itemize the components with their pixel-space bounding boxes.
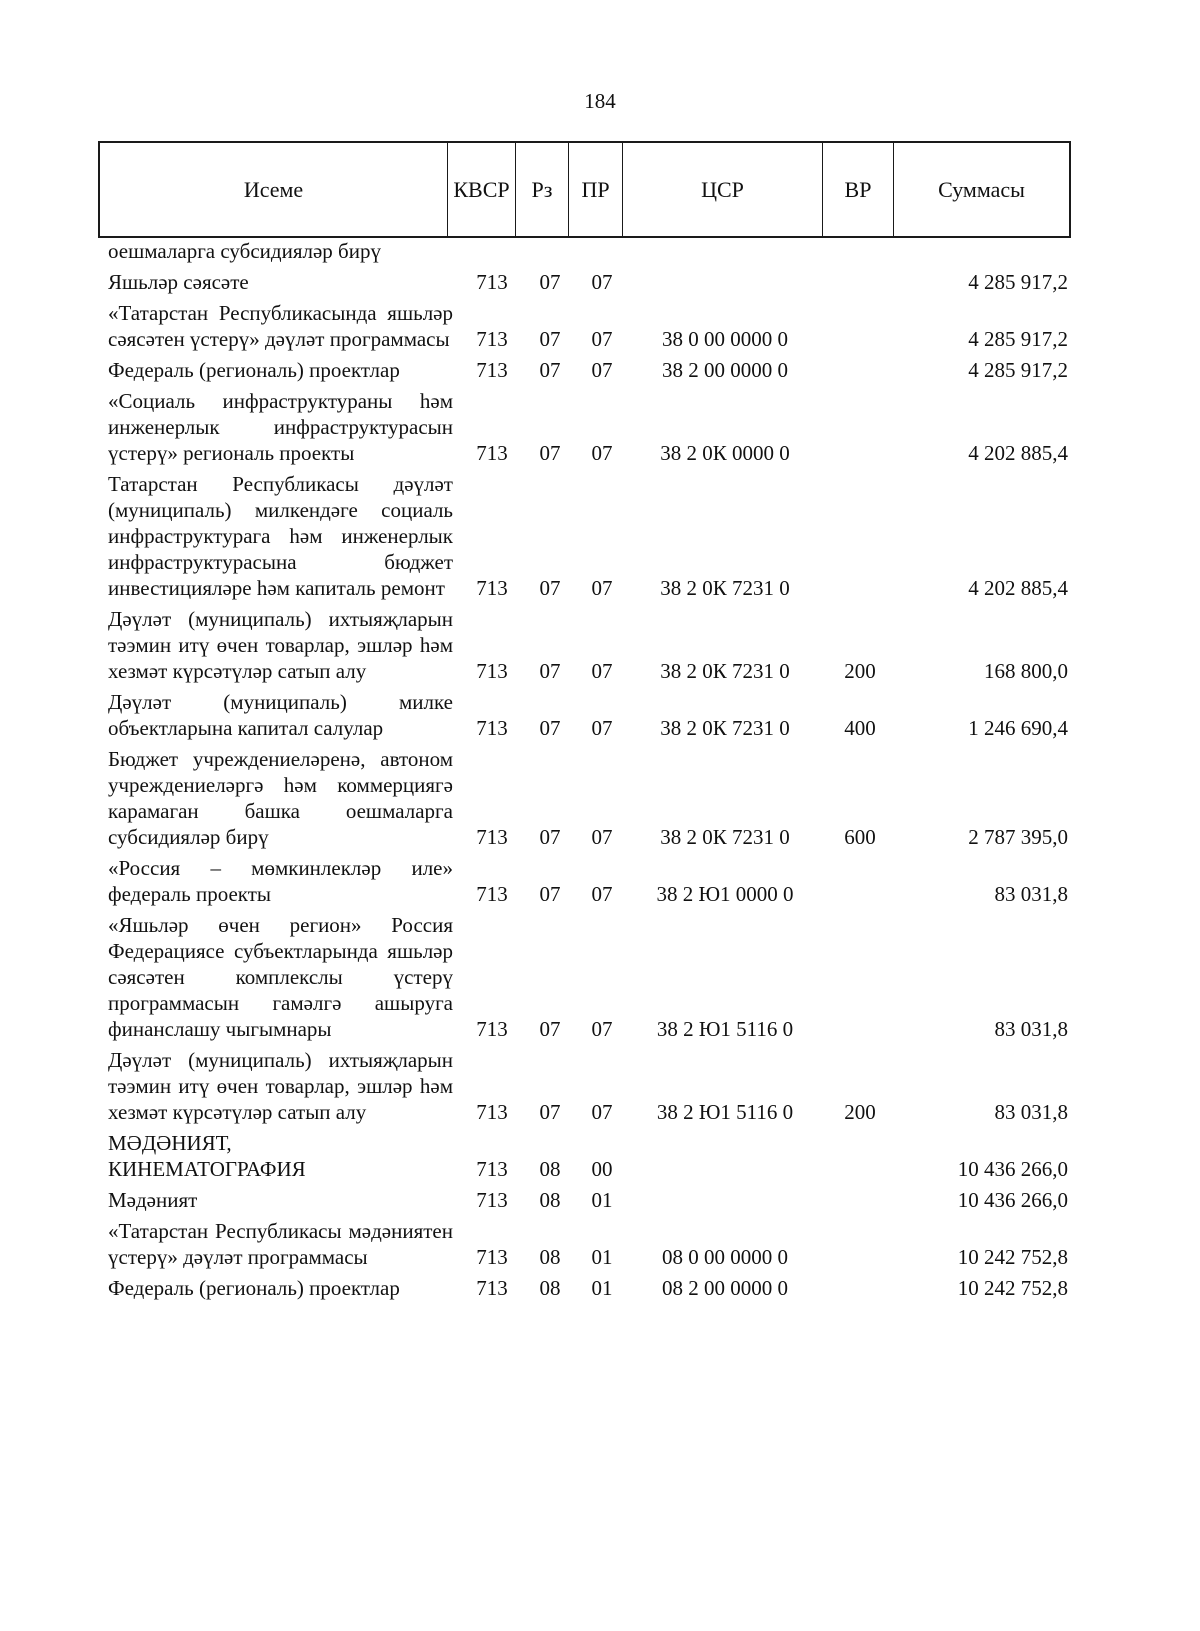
- row-csr: 38 0 00 0000 0: [662, 327, 788, 351]
- row-name: Дәүләт (муниципаль) ихтыяҗларын тәэмин итү өчен товарлар, эшләр һәм хезмәт күрсәтүләр сатып алу: [108, 607, 453, 683]
- row-rz: 08: [539, 1188, 561, 1212]
- row-rz: 07: [539, 441, 561, 465]
- row-name: Дәүләт (муниципаль) ихтыяҗларын тәэмин итү өчен товарлар, эшләр һәм хезмәт күрсәтүләр сатып алу: [108, 1048, 453, 1124]
- row-vr: 400: [844, 716, 876, 740]
- table-row: [0, 238, 1200, 269]
- row-vr: [832, 326, 888, 352]
- table-row: [0, 689, 1200, 746]
- row-pr: 07: [591, 716, 613, 740]
- row-kvsr: 713: [476, 1188, 508, 1212]
- row-csr: 38 2 0К 7231 0: [660, 825, 790, 849]
- row-csr: 08 2 00 0000 0: [662, 1276, 788, 1300]
- row-vr: 200: [844, 1100, 876, 1124]
- row-rz: 07: [539, 825, 561, 849]
- row-rz: 07: [539, 270, 561, 294]
- row-rz: 07: [539, 358, 561, 382]
- row-pr: 07: [591, 1100, 613, 1124]
- row-name: «Социаль инфраструктураны һәм инженерлык инфраструктурасын үстерү» региональ проекты: [108, 389, 453, 465]
- row-pr: 00: [591, 1157, 613, 1181]
- row-csr: [630, 269, 820, 295]
- row-name: Бюджет учреждениеләренә, автоном учреждениеләргә һәм коммерциягә карамаган башка оешмаларга субсидияләр бирү: [108, 747, 453, 849]
- row-name: Федераль (региональ) проектлар: [108, 358, 400, 382]
- row-pr: 07: [591, 441, 613, 465]
- table-row: [0, 855, 1200, 912]
- row-kvsr: 713: [476, 327, 508, 351]
- row-kvsr: 713: [476, 358, 508, 382]
- row-rz: 08: [539, 1245, 561, 1269]
- table-row: [0, 471, 1200, 606]
- row-kvsr: 713: [476, 882, 508, 906]
- row-name: Мәдәният: [108, 1188, 198, 1212]
- table-row: [0, 357, 1200, 388]
- table-row: [0, 1130, 1200, 1187]
- row-pr: 01: [591, 1188, 613, 1212]
- row-sum: 4 285 917,2: [968, 358, 1068, 382]
- row-vr: [832, 440, 888, 466]
- row-vr: [832, 575, 888, 601]
- row-csr: 38 2 00 0000 0: [662, 358, 788, 382]
- row-pr: [580, 238, 624, 264]
- row-kvsr: 713: [476, 825, 508, 849]
- row-kvsr: 713: [476, 576, 508, 600]
- row-kvsr: 713: [476, 270, 508, 294]
- row-csr: [630, 238, 820, 264]
- table-row: [0, 300, 1200, 357]
- row-csr: 38 2 Ю1 0000 0: [656, 882, 794, 906]
- row-vr: [832, 1016, 888, 1042]
- column-header-csr: ЦСР: [622, 143, 822, 236]
- row-sum: 10 436 266,0: [957, 1188, 1068, 1212]
- row-name: «Татарстан Республикасы мәдәниятен үстерү» дәүләт программасы: [108, 1219, 453, 1269]
- row-vr: [832, 1156, 888, 1182]
- row-sum: 2 787 395,0: [968, 825, 1068, 849]
- row-csr: 38 2 0К 7231 0: [660, 659, 790, 683]
- row-vr: 600: [844, 825, 876, 849]
- column-header-rz: Рз: [515, 143, 568, 236]
- row-name: «Россия – мөмкинлекләр иле» федераль проекты: [108, 856, 453, 906]
- row-csr: 38 2 Ю1 5116 0: [656, 1100, 794, 1124]
- row-csr: 38 2 0К 7231 0: [660, 576, 790, 600]
- row-vr: [832, 1187, 888, 1213]
- row-csr: [630, 1187, 820, 1213]
- row-sum: 83 031,8: [994, 882, 1068, 906]
- row-sum: 10 436 266,0: [957, 1157, 1068, 1181]
- row-rz: [528, 238, 572, 264]
- row-rz: 08: [539, 1157, 561, 1181]
- row-rz: 07: [539, 659, 561, 683]
- row-name: Дәүләт (муниципаль) милке объектларына капитал салулар: [108, 690, 453, 740]
- table-row: [0, 912, 1200, 1047]
- row-pr: 07: [591, 659, 613, 683]
- row-sum: 83 031,8: [994, 1100, 1068, 1124]
- row-csr: [630, 1156, 820, 1182]
- row-kvsr: 713: [476, 1017, 508, 1041]
- row-name: МӘДӘНИЯТ, КИНЕМАТОГРАФИЯ: [108, 1131, 306, 1181]
- column-header-name: Исеме: [243, 176, 304, 202]
- row-pr: 07: [591, 882, 613, 906]
- table-row: [0, 388, 1200, 471]
- row-kvsr: 713: [476, 659, 508, 683]
- row-pr: 07: [591, 1017, 613, 1041]
- page-number: 184: [584, 89, 616, 113]
- table-body: [0, 238, 1200, 1306]
- table-row: [0, 1218, 1200, 1275]
- row-sum: 10 242 752,8: [957, 1276, 1068, 1300]
- row-kvsr: [462, 238, 522, 264]
- row-kvsr: 713: [476, 1100, 508, 1124]
- row-sum: 1 246 690,4: [968, 716, 1068, 740]
- row-rz: 07: [539, 1100, 561, 1124]
- row-kvsr: 713: [476, 716, 508, 740]
- row-csr: 38 2 0К 0000 0: [660, 441, 790, 465]
- row-rz: 07: [539, 882, 561, 906]
- row-csr: 38 2 0К 7231 0: [660, 716, 790, 740]
- row-sum: 4 285 917,2: [968, 327, 1068, 351]
- row-vr: [832, 357, 888, 383]
- table-header: [98, 141, 1071, 238]
- row-kvsr: 713: [476, 441, 508, 465]
- table-row: [0, 1047, 1200, 1130]
- row-rz: 08: [539, 1276, 561, 1300]
- row-csr: 08 0 00 0000 0: [662, 1245, 788, 1269]
- row-kvsr: 713: [476, 1157, 508, 1181]
- row-pr: 07: [591, 358, 613, 382]
- row-name: Татарстан Республикасы дәүләт (муниципаль) милкендәге социаль инфраструктурага һәм инженерлык инфраструктурасына бюджет инвестицияләре һәм капиталь ремонт: [108, 472, 453, 600]
- row-rz: 07: [539, 1017, 561, 1041]
- column-header-pr: ПР: [568, 143, 622, 236]
- column-header-sum: Суммасы: [893, 143, 1069, 236]
- table-row: [0, 1275, 1200, 1306]
- row-vr: [832, 1275, 888, 1301]
- row-sum: 4 202 885,4: [968, 441, 1068, 465]
- row-rz: 07: [539, 716, 561, 740]
- row-rz: 07: [539, 576, 561, 600]
- row-sum: 4 285 917,2: [968, 270, 1068, 294]
- row-name: Федераль (региональ) проектлар: [108, 1276, 400, 1300]
- row-vr: [832, 269, 888, 295]
- row-vr: [832, 881, 888, 907]
- column-header-kvsr: КВСР: [447, 143, 515, 236]
- row-csr: 38 2 Ю1 5116 0: [656, 1017, 794, 1041]
- row-pr: 01: [591, 1276, 613, 1300]
- row-pr: 07: [591, 576, 613, 600]
- row-pr: 07: [591, 825, 613, 849]
- table-row: [0, 269, 1200, 300]
- row-vr: [832, 238, 888, 264]
- row-pr: 07: [591, 327, 613, 351]
- table-row: [0, 1187, 1200, 1218]
- row-sum: 168 800,0: [984, 659, 1068, 683]
- row-vr: [832, 1244, 888, 1270]
- table-row: [0, 606, 1200, 689]
- row-name: «Татарстан Республикасында яшьләр сәясәтен үстерү» дәүләт программасы: [108, 301, 453, 351]
- row-sum: [890, 238, 1068, 264]
- row-rz: 07: [539, 327, 561, 351]
- column-header-vr: ВР: [822, 143, 893, 236]
- row-kvsr: 713: [476, 1276, 508, 1300]
- table-row: [0, 746, 1200, 855]
- row-pr: 07: [591, 270, 613, 294]
- row-sum: 4 202 885,4: [968, 576, 1068, 600]
- row-name: Яшьләр сәясәте: [108, 270, 249, 294]
- row-sum: 83 031,8: [994, 1017, 1068, 1041]
- row-pr: 01: [591, 1245, 613, 1269]
- row-sum: 10 242 752,8: [957, 1245, 1068, 1269]
- row-vr: 200: [844, 659, 876, 683]
- row-kvsr: 713: [476, 1245, 508, 1269]
- row-name: оешмаларга субсидияләр бирү: [108, 239, 381, 263]
- row-name: «Яшьләр өчен регион» Россия Федерациясе субъектларында яшьләр сәясәтен комплекслы үстерү программасын гамәлгә ашыруга финанслашу чыгымнары: [108, 913, 453, 1041]
